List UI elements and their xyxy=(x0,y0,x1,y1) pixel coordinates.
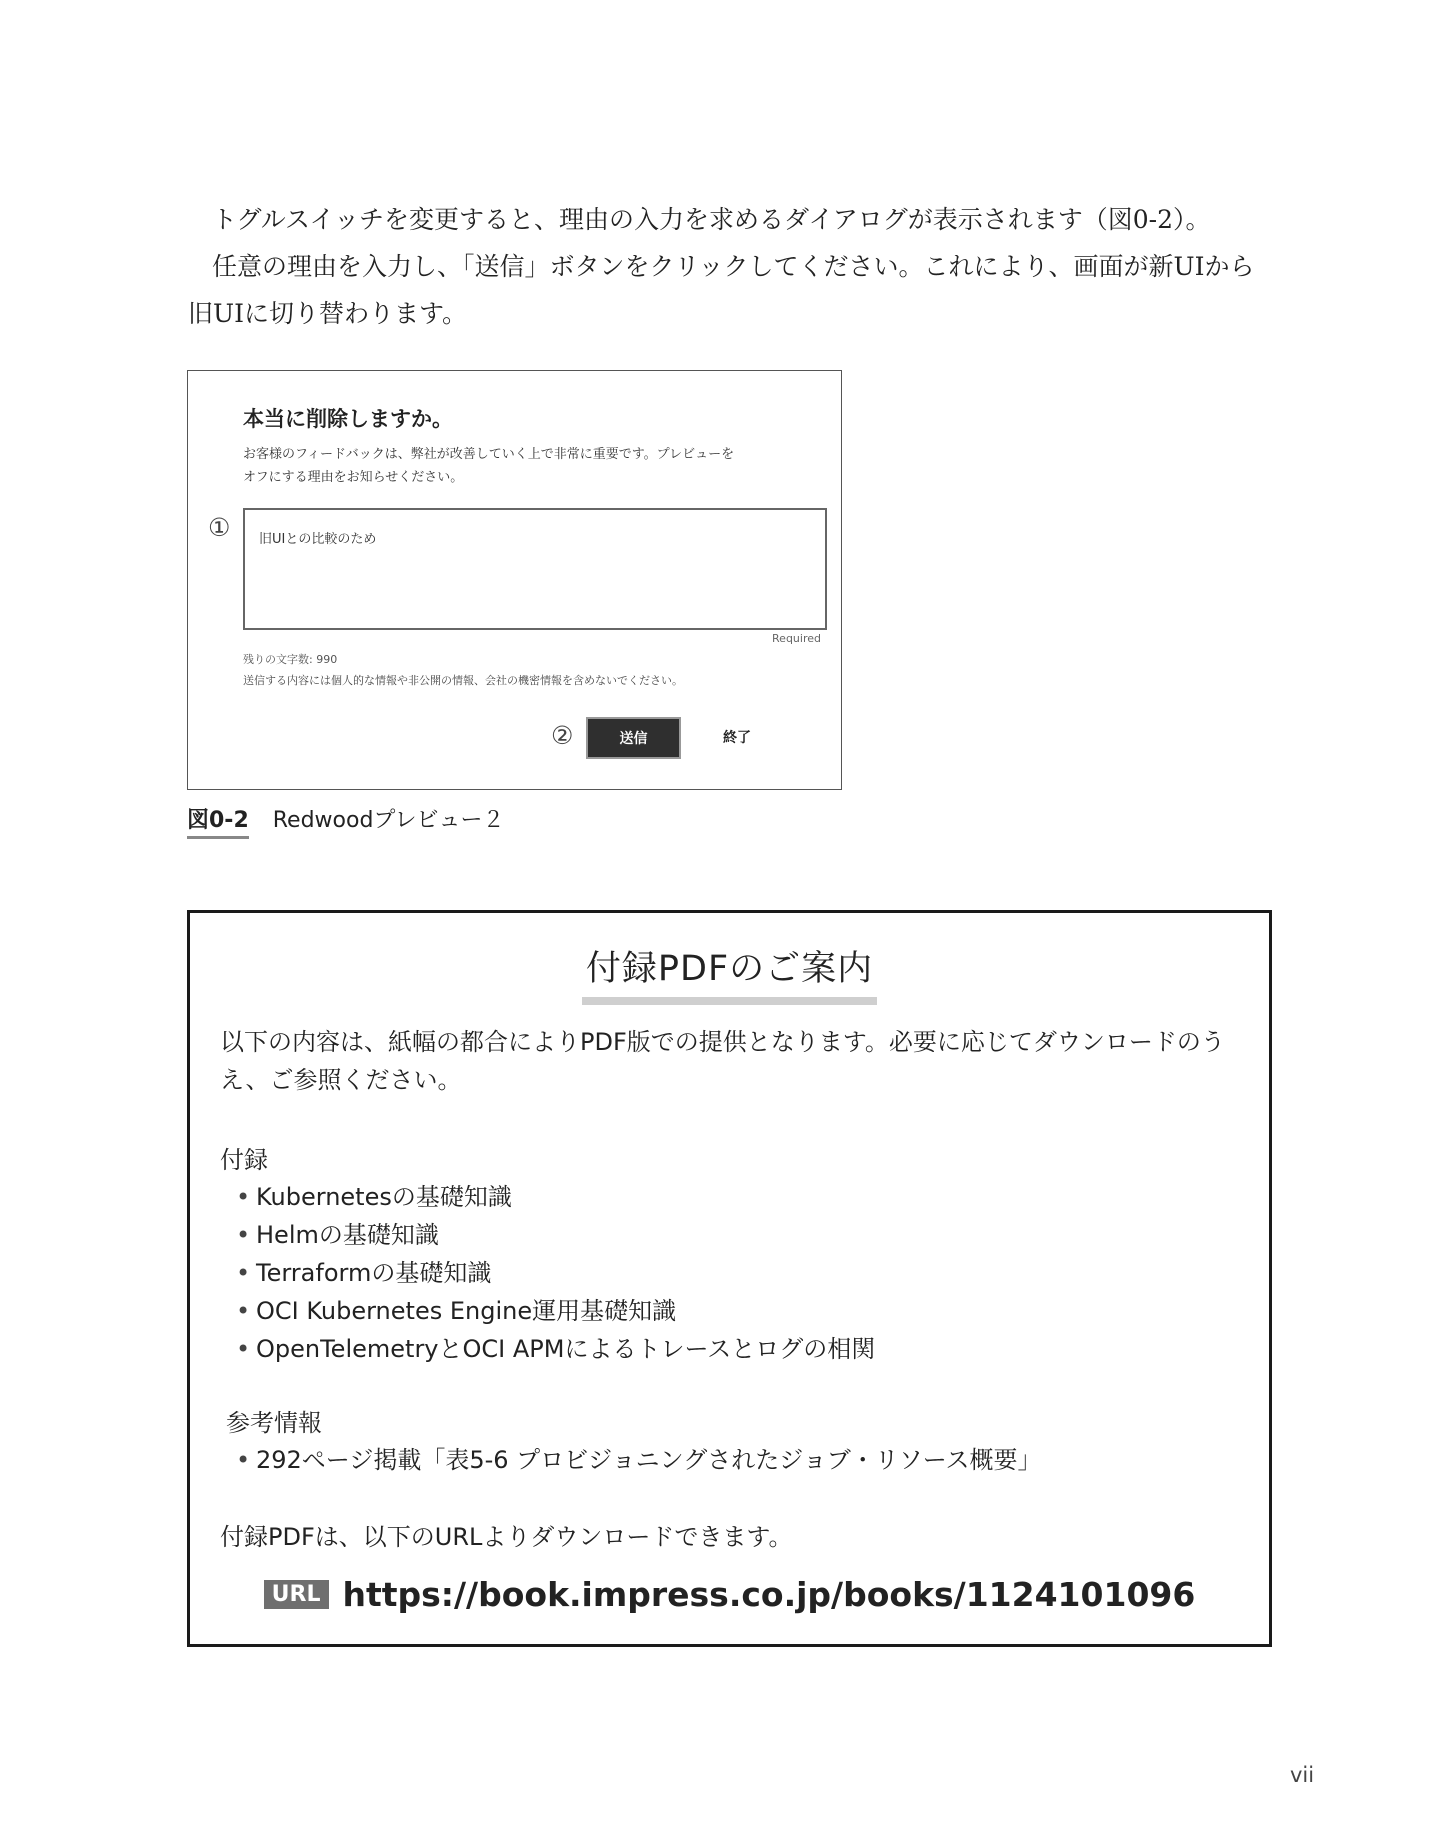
privacy-note: 送信する内容には個人的な情報や非公開の情報、会社の機密情報を含めないでください。 xyxy=(243,674,683,687)
figure-caption xyxy=(187,803,505,839)
intro-paragraph-1: トグルスイッチを変更すると、理由の入力を求めるダイアログが表示されます（図0-2）。 xyxy=(212,205,1211,234)
reference-list xyxy=(236,1441,1042,1479)
intro-text xyxy=(188,196,1268,337)
required-label: Required xyxy=(772,632,821,645)
submit-button[interactable]: 送信 xyxy=(586,717,681,759)
download-url-link[interactable]: https://book.impress.co.jp/books/1124101096 xyxy=(342,1575,1196,1614)
url-badge: URL xyxy=(264,1580,329,1609)
dialog-description-line-1: お客様のフィードバックは、弊社が改善していく上で非常に重要です。プレビューを xyxy=(243,447,735,462)
appendix-title-wrap xyxy=(190,941,1269,1005)
list-item: • Helmの基礎知識 xyxy=(236,1216,875,1254)
reason-textarea[interactable] xyxy=(243,508,827,630)
close-button[interactable]: 終了 xyxy=(723,730,751,746)
callout-marker-2: ② xyxy=(551,721,574,750)
appendix-intro: 以下の内容は、紙幅の都合によりPDF版での提供となります。必要に応じてダウンロードのうえ、ご参照ください。 xyxy=(220,1028,1225,1094)
page-number: vii xyxy=(1290,1763,1315,1787)
dialog-description-line-2: オフにする理由をお知らせください。 xyxy=(243,470,464,485)
reference-section-heading: 参考情報 xyxy=(226,1409,322,1437)
list-item: • OCI Kubernetes Engine運用基礎知識 xyxy=(236,1292,875,1330)
remaining-characters: 残りの文字数: 990 xyxy=(243,653,338,666)
dialog-description xyxy=(243,443,803,489)
list-item: • Kubernetesの基礎知識 xyxy=(236,1178,875,1216)
caption-number: 図0-2 xyxy=(187,803,249,839)
intro-paragraph-2: 任意の理由を入力し、「送信」ボタンをクリックしてください。これにより、画面が新UIから旧UIに切り替わります。 xyxy=(188,252,1255,328)
appendix-list xyxy=(236,1178,875,1368)
list-item: • 292ページ掲載「表5-6 プロビジョニングされたジョブ・リソース概要」 xyxy=(236,1441,1042,1479)
figure-dialog-screenshot xyxy=(187,370,842,790)
list-item: • OpenTelemetryとOCI APMによるトレースとログの相関 xyxy=(236,1330,875,1368)
caption-text: Redwoodプレビュー２ xyxy=(272,808,505,833)
url-row xyxy=(190,1575,1269,1614)
dialog-title: 本当に削除しますか。 xyxy=(243,407,453,431)
download-instructions: 付録PDFは、以下のURLよりダウンロードできます。 xyxy=(220,1523,793,1551)
appendix-box xyxy=(187,910,1272,1647)
appendix-title: 付録PDFのご案内 xyxy=(582,941,877,1005)
appendix-section-heading: 付録 xyxy=(220,1146,268,1174)
callout-marker-1: ① xyxy=(208,513,231,542)
list-item: • Terraformの基礎知識 xyxy=(236,1254,875,1292)
